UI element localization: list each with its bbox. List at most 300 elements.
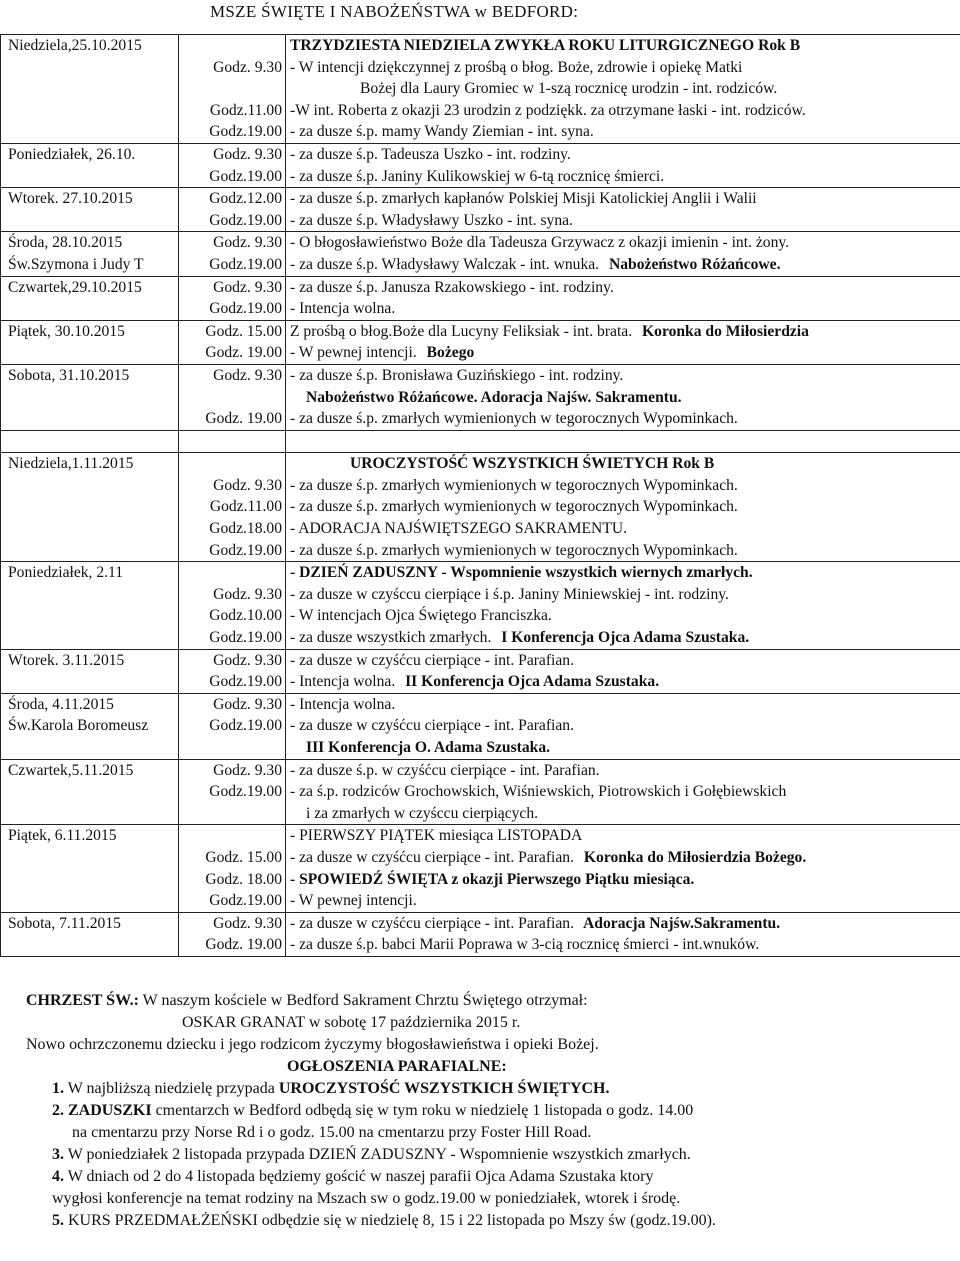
day-cell-line bbox=[1, 518, 178, 540]
time-cell-line bbox=[179, 671, 285, 693]
day-cell-line bbox=[1, 737, 178, 759]
intention-cell bbox=[286, 649, 960, 693]
bold-tail: Adoracja Najśw.Sakramentu. bbox=[580, 914, 781, 932]
intention-cell-line bbox=[286, 453, 960, 475]
time-cell-line bbox=[179, 890, 285, 912]
day-cell bbox=[1, 649, 179, 693]
time-cell-line bbox=[179, 188, 285, 210]
announcement-bold: ZADUSZKI bbox=[68, 1102, 152, 1119]
intention-cell-line bbox=[286, 605, 960, 627]
day-cell-text: Piątek, 30.10.2015 bbox=[8, 322, 125, 340]
announcement-bold: UROCZYSTOŚĆ WSZYSTKICH ŚWIĘTYCH. bbox=[278, 1080, 610, 1097]
time-cell-text: Godz.19.00 bbox=[209, 541, 282, 559]
intention-cell-text: - za dusze w czyśćcu cierpiące - int. Parafian. bbox=[290, 914, 574, 932]
intention-cell-line bbox=[286, 387, 960, 409]
day-cell-line bbox=[1, 934, 178, 956]
time-cell-line bbox=[179, 627, 285, 649]
announcement-item bbox=[52, 1188, 680, 1210]
baptism-wish: Nowo ochrzczonemu dziecku i jego rodzicom życzymy błogosławieństwa i opieki Bożej. bbox=[26, 1036, 599, 1053]
intention-cell-text: - W pewnej intencji. bbox=[290, 344, 417, 362]
day-cell-line bbox=[1, 100, 178, 122]
time-cell-line bbox=[179, 737, 285, 759]
bold-tail: I Konferencja Ojca Adama Szustaka. bbox=[497, 629, 750, 647]
announcement-num: 5. bbox=[52, 1212, 64, 1229]
intention-cell-line bbox=[286, 540, 960, 562]
time-cell-line bbox=[179, 605, 285, 627]
intention-cell-line bbox=[286, 562, 960, 584]
announcement-num: 1. bbox=[52, 1080, 64, 1097]
time-cell-line bbox=[179, 847, 285, 869]
time-cell-text: Godz. 18.00 bbox=[205, 870, 282, 888]
intention-cell-line bbox=[286, 518, 960, 540]
intention-cell-text: - za dusze ś.p. babci Marii Poprawa w 3-cią rocznicę śmierci - int.wnuków. bbox=[290, 936, 760, 954]
intention-cell bbox=[286, 188, 960, 232]
announcement-lead: W dniach od 2 do 4 listopada będziemy gościć w naszej parafii Ojca Adama Szustaka ktory bbox=[64, 1168, 654, 1185]
intention-cell bbox=[286, 759, 960, 825]
time-cell bbox=[179, 364, 286, 430]
time-cell-text: Godz.12.00 bbox=[209, 190, 282, 208]
schedule-row bbox=[1, 912, 960, 956]
intention-cell-line bbox=[286, 760, 960, 782]
day-cell-line bbox=[1, 298, 178, 320]
intention-cell-text: Z prośbą o błog.Boże dla Lucyny Feliksiak - int. brata. bbox=[290, 322, 633, 340]
time-cell-line bbox=[179, 825, 285, 847]
intention-cell-text: - za dusze wszystkich zmarłych. bbox=[290, 629, 492, 647]
time-cell-text: Godz. 19.00 bbox=[205, 936, 282, 954]
intention-cell-text: - za dusze ś.p. Janiny Kulikowskiej w 6-tą rocznicę śmierci. bbox=[290, 167, 665, 185]
day-cell bbox=[1, 188, 179, 232]
intention-cell-text: UROCZYSTOŚĆ WSZYSTKICH ŚWIETYCH Rok B bbox=[350, 455, 715, 473]
announcement-lead: W poniedziałek 2 listopada przypada DZIEŃ ZADUSZNY - Wspomnienie wszystkich zmarłych. bbox=[64, 1146, 691, 1163]
time-cell-text: Godz. 15.00 bbox=[205, 848, 282, 866]
intention-cell-line bbox=[286, 342, 960, 364]
time-cell-text: Godz.19.00 bbox=[209, 673, 282, 691]
intention-cell-text: TRZYDZIESTA NIEDZIELA ZWYKŁA ROKU LITURGICZNEGO Rok B bbox=[290, 37, 801, 54]
time-cell-text: Godz. 9.30 bbox=[213, 278, 282, 296]
schedule-table bbox=[0, 34, 960, 957]
day-cell bbox=[1, 364, 179, 430]
time-cell-text: Godz. 9.30 bbox=[213, 585, 282, 603]
intention-cell-line bbox=[286, 803, 960, 825]
day-cell-line bbox=[1, 671, 178, 693]
time-cell-text: Godz.11.00 bbox=[209, 498, 282, 516]
intention-cell-text: - PIERWSZY PIĄTEK miesiąca LISTOPADA bbox=[290, 827, 583, 845]
intention-cell-line bbox=[286, 210, 960, 232]
time-cell-line bbox=[179, 869, 285, 891]
day-cell-text: Środa, 4.11.2015 bbox=[8, 695, 114, 713]
intention-cell-line bbox=[286, 694, 960, 716]
intention-cell-text: - za dusze ś.p. Janusza Rzakowskiego - int. rodziny. bbox=[290, 278, 614, 296]
intention-cell-line bbox=[286, 365, 960, 387]
time-cell-line bbox=[179, 57, 285, 79]
time-cell-text: Godz.19.00 bbox=[209, 211, 282, 229]
time-cell-line bbox=[179, 913, 285, 935]
day-cell-line bbox=[1, 35, 178, 57]
schedule-row bbox=[1, 825, 960, 912]
intention-cell-line bbox=[286, 78, 960, 100]
time-cell-line bbox=[179, 496, 285, 518]
time-cell-text: Godz.18.00 bbox=[209, 520, 282, 538]
day-cell-line bbox=[1, 431, 178, 453]
announcement-item bbox=[52, 1210, 716, 1232]
intention-cell-line bbox=[286, 35, 960, 57]
intention-cell bbox=[286, 143, 960, 187]
day-cell-line bbox=[1, 650, 178, 672]
schedule-row bbox=[1, 320, 960, 364]
time-cell-line bbox=[179, 453, 285, 475]
day-cell bbox=[1, 143, 179, 187]
intention-cell-text: - za dusze ś.p. zmarłych wymienionych w tegorocznych Wypominkach. bbox=[290, 498, 738, 516]
intention-cell-text: - za dusze ś.p. Władysławy Uszko - int. syna. bbox=[290, 211, 573, 229]
intention-cell-line bbox=[286, 166, 960, 188]
day-cell-line bbox=[1, 321, 178, 343]
intention-cell-text: - za dusze ś.p. w czyśćcu cierpiące - int. Parafian. bbox=[290, 761, 600, 779]
intention-cell-line bbox=[286, 781, 960, 803]
schedule-row bbox=[1, 188, 960, 232]
time-cell-text: Godz. 9.30 bbox=[213, 761, 282, 779]
day-cell-line bbox=[1, 387, 178, 409]
day-cell-text: Czwartek,5.11.2015 bbox=[8, 761, 134, 779]
time-cell-line bbox=[179, 35, 285, 57]
intention-cell-text: - za dusze w czyśćcu cierpiące - int. Parafian. bbox=[290, 848, 574, 866]
intention-cell-text: - Intencja wolna. bbox=[290, 300, 396, 318]
announcement-item bbox=[52, 1144, 691, 1166]
time-cell-text: Godz.19.00 bbox=[209, 629, 282, 647]
intention-cell-line bbox=[286, 650, 960, 672]
time-cell-text: Godz. 9.30 bbox=[213, 476, 282, 494]
day-cell-line bbox=[1, 365, 178, 387]
schedule-row bbox=[1, 232, 960, 276]
schedule-row bbox=[1, 453, 960, 562]
time-cell-line bbox=[179, 232, 285, 254]
time-cell-line bbox=[179, 562, 285, 584]
intention-cell-line bbox=[286, 475, 960, 497]
announcement-lead: W najbliższą niedzielę przypada bbox=[64, 1080, 279, 1097]
intention-cell-line bbox=[286, 232, 960, 254]
time-cell-text: Godz. 9.30 bbox=[213, 651, 282, 669]
intention-cell-line bbox=[286, 715, 960, 737]
time-cell-text: Godz.19.00 bbox=[209, 892, 282, 910]
intention-cell-line bbox=[286, 321, 960, 343]
announcement-item bbox=[52, 1078, 610, 1100]
announcement-rest: cmentarzch w Bedford odbędą się w tym roku w niedzielę 1 listopada o godz. 14.00 bbox=[151, 1102, 694, 1119]
intention-cell-line bbox=[286, 188, 960, 210]
time-cell-line bbox=[179, 210, 285, 232]
intention-cell-line bbox=[286, 847, 960, 869]
day-cell bbox=[1, 759, 179, 825]
intention-cell-line bbox=[286, 671, 960, 693]
announcement-lead: na cmentarzu przy Norse Rd i o godz. 15.00 na cmentarzu przy Foster Hill Road. bbox=[72, 1124, 592, 1141]
day-cell-text: Św.Szymona i Judy T bbox=[8, 255, 144, 273]
time-cell-text: Godz. 9.30 bbox=[213, 58, 282, 76]
time-cell bbox=[179, 188, 286, 232]
intention-cell-line bbox=[286, 825, 960, 847]
intention-cell bbox=[286, 912, 960, 956]
intention-cell bbox=[286, 364, 960, 430]
day-cell-line bbox=[1, 408, 178, 430]
time-cell-line bbox=[179, 254, 285, 276]
intention-cell-text: - za dusze w czyśćcu cierpiące - int. Parafian. bbox=[290, 651, 574, 669]
day-cell-line bbox=[1, 562, 178, 584]
time-cell-text: Godz.19.00 bbox=[209, 255, 282, 273]
intention-cell-line bbox=[286, 627, 960, 649]
bold-tail: II Konferencja Ojca Adama Szustaka. bbox=[401, 673, 660, 691]
day-cell bbox=[1, 562, 179, 649]
day-cell-text: Wtorek. 27.10.2015 bbox=[8, 190, 133, 208]
announcement-lead: wygłosi konferencje na temat rodziny na Mszach sw o godz.19.00 w poniedziałek, wtorek i środę. bbox=[52, 1190, 681, 1207]
time-cell-line bbox=[179, 365, 285, 387]
intention-cell-line bbox=[286, 890, 960, 912]
day-cell-line bbox=[1, 540, 178, 562]
time-cell-line bbox=[179, 121, 285, 143]
day-cell-text: Św.Karola Boromeusz bbox=[8, 717, 149, 735]
time-cell-line bbox=[179, 277, 285, 299]
time-cell-text: Godz.19.00 bbox=[209, 783, 282, 801]
announcement-num: 2. bbox=[52, 1102, 64, 1119]
intention-cell-text: Nabożeństwo Różańcowe. Adoracja Najśw. Sakramentu. bbox=[306, 388, 682, 406]
intention-cell-text: - za dusze w czyśccu cierpiące i ś.p. Janiny Miniewskiej - int. rodziny. bbox=[290, 585, 729, 603]
bold-tail: Nabożeństwo Różańcowe. bbox=[605, 255, 781, 273]
schedule-row bbox=[1, 276, 960, 320]
intention-cell bbox=[286, 320, 960, 364]
time-cell-line bbox=[179, 387, 285, 409]
time-cell bbox=[179, 430, 286, 453]
time-cell bbox=[179, 232, 286, 276]
day-cell-line bbox=[1, 825, 178, 847]
schedule-row bbox=[1, 649, 960, 693]
day-cell-line bbox=[1, 57, 178, 79]
intention-cell-text: i za zmarłych w czyśccu cierpiących. bbox=[306, 804, 539, 822]
intention-cell-text: - O błogosławieństwo Boże dla Tadeusza Grzywacz z okazji imienin - int. żony. bbox=[290, 234, 790, 252]
time-cell-text: Godz. 9.30 bbox=[213, 145, 282, 163]
time-cell-line bbox=[179, 760, 285, 782]
time-cell-line bbox=[179, 408, 285, 430]
time-cell bbox=[179, 276, 286, 320]
day-cell-line bbox=[1, 803, 178, 825]
time-cell-line bbox=[179, 144, 285, 166]
intention-cell-text: - za dusze ś.p. zmarłych kapłanów Polskiej Misji Katolickiej Anglii i Walii bbox=[290, 190, 757, 208]
time-cell-text: Godz.19.00 bbox=[209, 300, 282, 318]
time-cell-text: Godz.10.00 bbox=[209, 607, 282, 625]
baptism-line bbox=[26, 990, 588, 1012]
schedule-row bbox=[1, 35, 960, 144]
day-cell bbox=[1, 276, 179, 320]
time-cell bbox=[179, 912, 286, 956]
day-cell-line bbox=[1, 188, 178, 210]
intention-cell-text: -W int. Roberta z okazji 23 urodzin z podziękk. za otrzymane łaski - int. rodziców. bbox=[290, 101, 806, 119]
time-cell-text: Godz. 9.30 bbox=[213, 366, 282, 384]
intention-cell-line bbox=[286, 584, 960, 606]
schedule-row bbox=[1, 562, 960, 649]
time-cell-line bbox=[179, 650, 285, 672]
day-cell-line bbox=[1, 913, 178, 935]
time-cell bbox=[179, 320, 286, 364]
intention-cell-text: - W intencjach Ojca Świętego Franciszka. bbox=[290, 607, 552, 625]
intention-cell bbox=[286, 562, 960, 649]
day-cell-line bbox=[1, 121, 178, 143]
day-cell-line bbox=[1, 166, 178, 188]
announcements-title: OGŁOSZENIA PARAFIALNE: bbox=[287, 1058, 507, 1075]
time-cell-line bbox=[179, 781, 285, 803]
time-cell-text: Godz.19.00 bbox=[209, 123, 282, 141]
day-cell-line bbox=[1, 694, 178, 716]
intention-cell-line bbox=[286, 144, 960, 166]
day-cell-text: Poniedziałek, 26.10. bbox=[8, 145, 136, 163]
intention-cell bbox=[286, 825, 960, 912]
day-cell bbox=[1, 232, 179, 276]
baptism-name: OSKAR GRANAT w sobotę 17 października 2015 r. bbox=[182, 1014, 521, 1031]
day-cell-line bbox=[1, 781, 178, 803]
day-cell-line bbox=[1, 78, 178, 100]
day-cell-line bbox=[1, 210, 178, 232]
intention-cell-line bbox=[286, 254, 960, 276]
time-cell-line bbox=[179, 715, 285, 737]
time-cell-line bbox=[179, 166, 285, 188]
day-cell-line bbox=[1, 254, 178, 276]
time-cell-text: Godz. 9.30 bbox=[213, 695, 282, 713]
time-cell-line bbox=[179, 540, 285, 562]
day-cell bbox=[1, 430, 179, 453]
time-cell-line bbox=[179, 475, 285, 497]
intention-cell-line bbox=[286, 913, 960, 935]
intention-cell-line bbox=[286, 934, 960, 956]
day-cell-text: Piątek, 6.11.2015 bbox=[8, 827, 117, 845]
day-cell bbox=[1, 320, 179, 364]
intention-cell-text: - za ś.p. rodziców Grochowskich, Wiśniewskich, Piotrowskich i Gołębiewskich bbox=[290, 783, 787, 801]
time-cell-line bbox=[179, 342, 285, 364]
time-cell-text: Godz. 9.30 bbox=[213, 914, 282, 932]
day-cell-line bbox=[1, 584, 178, 606]
intention-cell bbox=[286, 430, 960, 453]
day-cell-line bbox=[1, 277, 178, 299]
time-cell-text: Godz. 15.00 bbox=[205, 322, 282, 340]
time-cell-line bbox=[179, 803, 285, 825]
day-cell-line bbox=[1, 627, 178, 649]
intention-cell-text: III Konferencja O. Adama Szustaka. bbox=[306, 739, 551, 756]
time-cell-text: Godz.11.00 bbox=[209, 101, 282, 119]
day-cell-line bbox=[1, 342, 178, 364]
day-cell-line bbox=[1, 760, 178, 782]
intention-cell-line bbox=[286, 121, 960, 143]
announcement-item bbox=[72, 1122, 591, 1144]
bold-tail: Bożego bbox=[422, 344, 475, 362]
intention-cell-text: - Intencja wolna. bbox=[290, 673, 396, 691]
time-cell-text: Godz. 19.00 bbox=[205, 344, 282, 362]
schedule-row bbox=[1, 143, 960, 187]
time-cell bbox=[179, 143, 286, 187]
intention-cell-line bbox=[286, 298, 960, 320]
bold-tail: Koronka do Miłosierdzia Bożego. bbox=[580, 848, 807, 866]
intention-cell-text: - W intencji dziękczynnej z prośbą o błog. Boże, zdrowie i opiekę Matki bbox=[290, 58, 743, 76]
day-cell-text: Poniedziałek, 2.11 bbox=[8, 564, 124, 582]
day-cell bbox=[1, 453, 179, 562]
day-cell-line bbox=[1, 453, 178, 475]
intention-cell-text: - DZIEŃ ZADUSZNY - Wspomnienie wszystkich wiernych zmarłych. bbox=[290, 564, 753, 582]
time-cell bbox=[179, 35, 286, 144]
intention-cell-line bbox=[286, 100, 960, 122]
intention-cell-text: - W pewnej intencji. bbox=[290, 892, 417, 910]
day-cell-line bbox=[1, 715, 178, 737]
time-cell bbox=[179, 649, 286, 693]
intention-cell-text: - Intencja wolna. bbox=[290, 695, 396, 713]
time-cell-text: Godz. 19.00 bbox=[205, 410, 282, 428]
intention-cell-text: - SPOWIEDŹ ŚWIĘTA z okazji Pierwszego Piątku miesiąca. bbox=[290, 870, 695, 888]
time-cell-line bbox=[179, 321, 285, 343]
day-cell bbox=[1, 35, 179, 144]
day-cell-line bbox=[1, 496, 178, 518]
intention-cell bbox=[286, 232, 960, 276]
time-cell-line bbox=[179, 100, 285, 122]
intention-cell-text: - za dusze ś.p. zmarłych wymienionych w tegorocznych Wypominkach. bbox=[290, 541, 738, 559]
time-cell-text: Godz. 9.30 bbox=[213, 234, 282, 252]
day-cell-line bbox=[1, 847, 178, 869]
day-cell bbox=[1, 912, 179, 956]
intention-cell-line bbox=[286, 496, 960, 518]
intention-cell bbox=[286, 453, 960, 562]
intention-cell-line bbox=[286, 57, 960, 79]
intention-cell-text: Bożej dla Laury Gromiec w 1-szą rocznicę urodzin - int. rodziców. bbox=[360, 80, 778, 98]
intention-cell-text: - za dusze ś.p. Tadeusza Uszko - int. rodziny. bbox=[290, 145, 571, 163]
time-cell-text: Godz.19.00 bbox=[209, 717, 282, 735]
day-cell-text: Sobota, 31.10.2015 bbox=[8, 366, 130, 384]
intention-cell bbox=[286, 276, 960, 320]
intention-cell-line bbox=[286, 869, 960, 891]
time-cell-line bbox=[179, 78, 285, 100]
schedule-row bbox=[1, 364, 960, 430]
intention-cell-text: - za dusze ś.p. zmarłych wymienionych w tegorocznych Wypominkach. bbox=[290, 410, 738, 428]
schedule-row bbox=[1, 693, 960, 759]
time-cell-line bbox=[179, 584, 285, 606]
intention-cell-line bbox=[286, 737, 960, 759]
day-cell-line bbox=[1, 890, 178, 912]
time-cell-line bbox=[179, 934, 285, 956]
page-title: MSZE ŚWIĘTE I NABOŻEŃSTWA w BEDFORD: bbox=[210, 2, 579, 21]
intention-cell bbox=[286, 693, 960, 759]
intention-cell-text: - ADORACJA NAJŚWIĘTSZEGO SAKRAMENTU. bbox=[290, 520, 628, 538]
announcement-item bbox=[52, 1166, 653, 1188]
schedule-row bbox=[1, 759, 960, 825]
day-cell-line bbox=[1, 869, 178, 891]
intention-cell-line bbox=[286, 408, 960, 430]
day-cell-text: Sobota, 7.11.2015 bbox=[8, 914, 121, 932]
day-cell-line bbox=[1, 144, 178, 166]
intention-cell-line bbox=[286, 431, 960, 453]
day-cell-text: Niedziela,25.10.2015 bbox=[8, 37, 142, 54]
day-cell-line bbox=[1, 605, 178, 627]
baptism-label: CHRZEST ŚW.: bbox=[26, 992, 139, 1009]
time-cell-line bbox=[179, 431, 285, 453]
day-cell bbox=[1, 825, 179, 912]
intention-cell-text: - za dusze ś.p. Władysławy Walczak - int. wnuka. bbox=[290, 255, 600, 273]
day-cell-text: Niedziela,1.11.2015 bbox=[8, 455, 134, 473]
schedule-row bbox=[1, 430, 960, 453]
intention-cell-line bbox=[286, 277, 960, 299]
intention-cell bbox=[286, 35, 960, 144]
day-cell-line bbox=[1, 232, 178, 254]
bold-tail: Koronka do Miłosierdzia bbox=[638, 322, 809, 340]
time-cell-line bbox=[179, 298, 285, 320]
announcement-num: 4. bbox=[52, 1168, 64, 1185]
baptism-text: W naszym kościele w Bedford Sakrament Chrztu Świętego otrzymał: bbox=[138, 992, 588, 1009]
announcement-num: 3. bbox=[52, 1146, 64, 1163]
intention-cell-text: - za dusze ś.p. Bronisława Guzińskiego - int. rodziny. bbox=[290, 366, 624, 384]
day-cell-text: Czwartek,29.10.2015 bbox=[8, 278, 142, 296]
announcement-item bbox=[52, 1100, 693, 1122]
time-cell-line bbox=[179, 694, 285, 716]
day-cell-line bbox=[1, 475, 178, 497]
intention-cell-text: - za dusze w czyśćcu cierpiące - int. Parafian. bbox=[290, 717, 574, 735]
time-cell bbox=[179, 759, 286, 825]
